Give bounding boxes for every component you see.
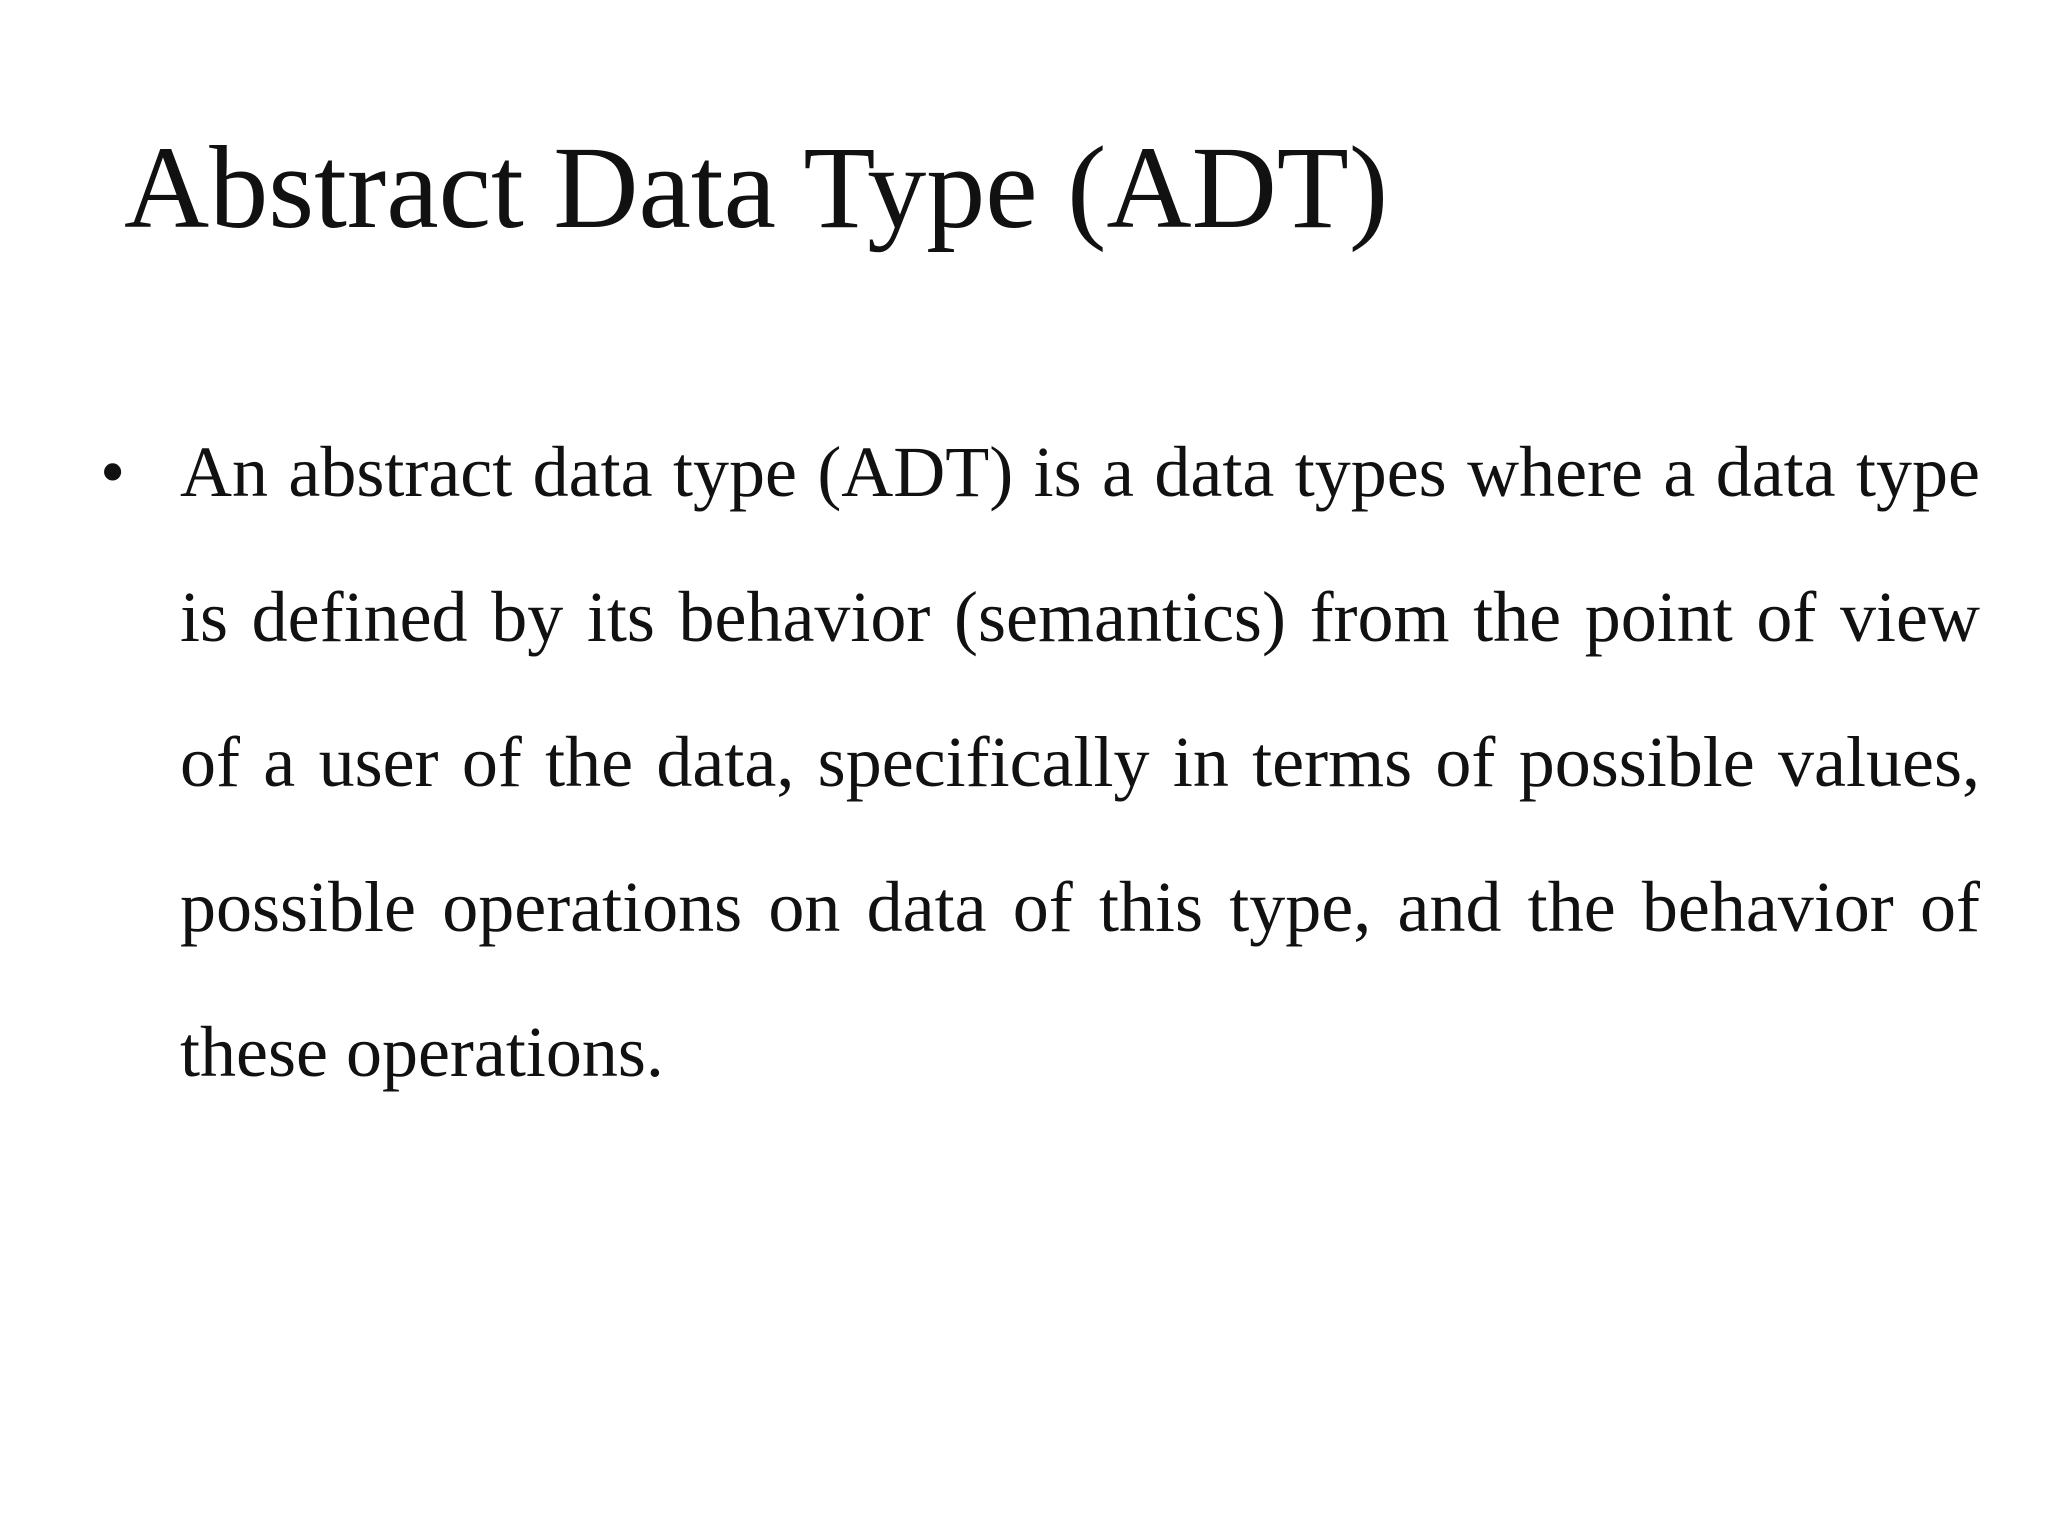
bullet-item: [100, 400, 1980, 1125]
slide-title: Abstract Data Type (ADT): [124, 122, 1389, 253]
bullet-icon: •: [100, 432, 126, 512]
bullet-list: [100, 400, 1980, 1125]
bullet-text: An abstract data type (ADT) is a data types where a data type is defined by its behavior (semantics) from the point of view of a user of the data, specifically in terms of possible values, possible operations on data of this type, and the behavior of these operations.: [180, 432, 1980, 1092]
